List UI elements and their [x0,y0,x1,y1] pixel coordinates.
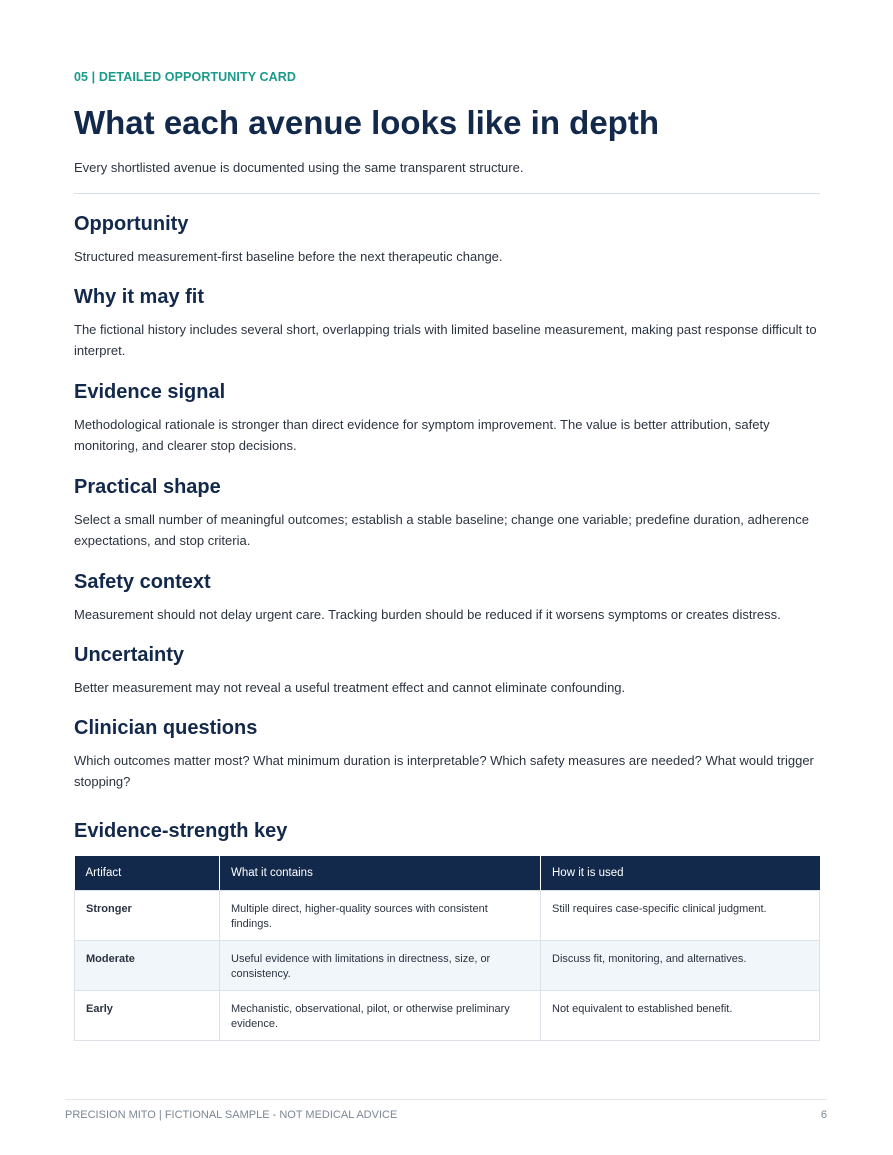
table-cell: Early [75,991,220,1041]
section-body: The fictional history includes several short, overlapping trials with limited baseline measurement, making past response difficult to interpret. [74,322,817,358]
footer-text: PRECISION MITO | FICTIONAL SAMPLE - NOT MEDICAL ADVICE [65,1109,398,1121]
evidence-key-title: Evidence-strength key [74,820,288,842]
table-row [75,941,820,991]
table-cell: Moderate [75,941,220,991]
opportunity-card [74,211,820,792]
column-header: Artifact [75,856,220,891]
column-header: How it is used [541,856,820,891]
section-body: Methodological rationale is stronger than direct evidence for symptom improvement. The value is better attribution, safety monitoring, and clearer stop decisions. [74,417,770,453]
section-heading: Practical shape [74,476,221,498]
section-clinician-questions [74,715,820,792]
section-body: Better measurement may not reveal a useful treatment effect and cannot eliminate confounding. [74,680,626,695]
section-heading: Clinician questions [74,717,258,739]
section-heading: Evidence signal [74,381,226,403]
evidence-strength-table [74,856,820,1041]
table-cell: Not equivalent to established benefit. [541,991,820,1041]
section-safety-context [74,569,820,625]
page-title: What each avenue looks like in depth [74,104,659,141]
section-heading: Safety context [74,571,211,593]
section-body: Select a small number of meaningful outcomes; establish a stable baseline; change one variable; predefine duration, adherence expectations, and stop criteria. [74,512,809,548]
lead-paragraph: Every shortlisted avenue is documented using the same transparent structure. [74,160,524,175]
divider [74,193,820,194]
table-cell: Mechanistic, observational, pilot, or otherwise preliminary evidence. [220,991,541,1041]
footer-divider [65,1099,827,1100]
section-body: Measurement should not delay urgent care. Tracking burden should be reduced if it worsens symptoms or creates distress. [74,607,781,622]
table-cell: Discuss fit, monitoring, and alternatives. [541,941,820,991]
column-header: What it contains [220,856,541,891]
section-heading: Opportunity [74,213,189,235]
table-row [75,891,820,941]
table-cell: Stronger [75,891,220,941]
section-heading: Uncertainty [74,644,185,666]
page-number: 6 [820,1109,827,1121]
section-why-it-may-fit [74,284,820,361]
table-row [75,991,820,1041]
section-evidence-signal [74,379,820,456]
table-cell: Useful evidence with limitations in directness, size, or consistency. [220,941,541,991]
section-body: Which outcomes matter most? What minimum duration is interpretable? Which safety measures are needed? What would trigger stopping? [74,753,814,789]
table-cell: Still requires case-specific clinical judgment. [541,891,820,941]
section-heading: Why it may fit [74,286,205,308]
section-eyebrow: 05 | DETAILED OPPORTUNITY CARD [74,70,297,84]
section-body: Structured measurement-first baseline before the next therapeutic change. [74,249,503,264]
section-uncertainty [74,642,820,698]
table-cell: Multiple direct, higher-quality sources with consistent findings. [220,891,541,941]
section-opportunity [74,211,820,267]
section-practical-shape [74,474,820,551]
table-header-row [75,856,820,891]
